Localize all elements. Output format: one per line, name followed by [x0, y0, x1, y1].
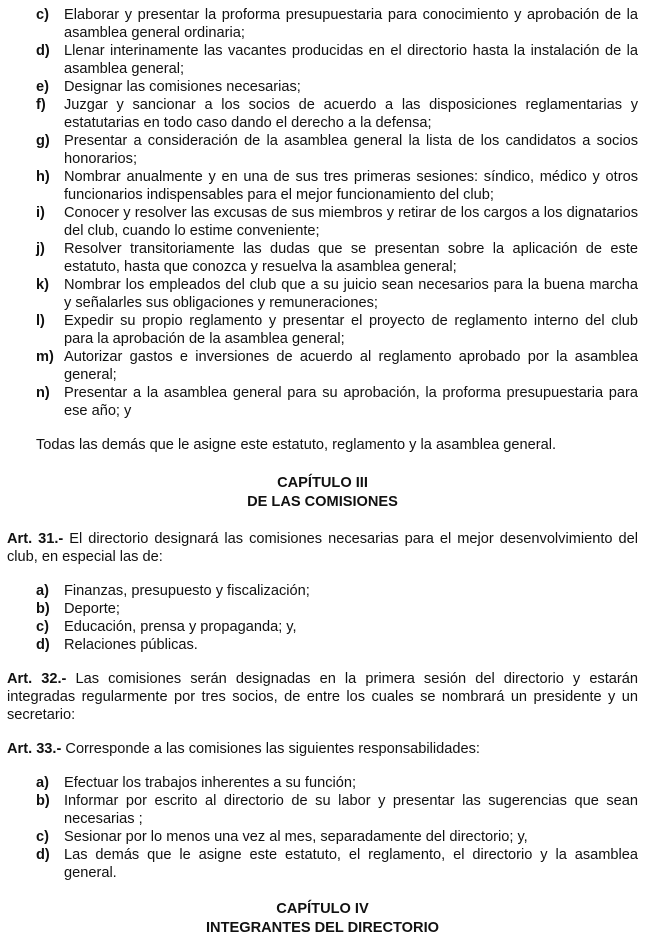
list-item — [36, 276, 638, 312]
list-item — [36, 846, 638, 882]
list-item — [36, 828, 638, 846]
item-text: Juzgar y sancionar a los socios de acuerdo a las disposiciones reglamentarias y estatutarias en todo caso dando el derecho a la defensa; — [64, 97, 638, 131]
list-item — [36, 96, 638, 132]
list-item — [36, 792, 638, 828]
item-text: Conocer y resolver las excusas de sus miembros y retirar de los cargos a los dignatarios del club, cuando lo estime conveniente; — [64, 205, 638, 239]
article-label: Art. 33.- — [7, 741, 62, 757]
item-text: Educación, prensa y propaganda; y, — [64, 619, 297, 635]
item-label: a) — [36, 583, 49, 599]
item-label: f) — [36, 97, 46, 113]
item-label: l) — [36, 313, 45, 329]
list-item — [36, 618, 638, 636]
article-33 — [7, 740, 638, 758]
item-text: Nombrar anualmente y en una de sus tres primeras sesiones: síndico, médico y otros funcionarios indispensables para el mejor funcionamiento del club; — [64, 169, 638, 203]
item-label: a) — [36, 775, 49, 791]
article-label: Art. 31.- — [7, 531, 64, 547]
chapter-number: CAPÍTULO III — [277, 475, 368, 491]
list-item — [36, 240, 638, 276]
chapter-heading — [7, 900, 638, 938]
article-text: Corresponde a las comisiones las siguientes responsabilidades: — [61, 741, 480, 757]
item-label: m) — [36, 349, 54, 365]
item-text: Resolver transitoriamente las dudas que se presentan sobre la aplicación de este estatuto, hasta que conozca y resuelva la asamblea general; — [64, 241, 638, 275]
list-item — [36, 168, 638, 204]
item-label: j) — [36, 241, 45, 257]
chapter-title: INTEGRANTES DEL DIRECTORIO — [206, 920, 439, 936]
list-item — [36, 348, 638, 384]
item-label: b) — [36, 793, 50, 809]
list-item — [36, 78, 638, 96]
article-32 — [7, 670, 638, 724]
item-text: Autorizar gastos e inversiones de acuerdo al reglamento aprobado por la asamblea general; — [64, 349, 638, 383]
item-text: Llenar interinamente las vacantes producidas en el directorio hasta la instalación de la asamblea general; — [64, 43, 638, 77]
list-item — [36, 204, 638, 240]
list-item — [36, 600, 638, 618]
list-item — [36, 774, 638, 792]
item-text: Presentar a la asamblea general para su aprobación, la proforma presupuestaria para ese año; y — [64, 385, 638, 419]
item-label: n) — [36, 385, 50, 401]
list-item — [36, 636, 638, 654]
commissions-list — [7, 582, 638, 654]
item-label: d) — [36, 847, 50, 863]
item-label: c) — [36, 619, 49, 635]
item-text: Relaciones públicas. — [64, 637, 198, 653]
item-text: Presentar a consideración de la asamblea general la lista de los candidatos a socios honorarios; — [64, 133, 638, 167]
closing-paragraph: Todas las demás que le asigne este estatuto, reglamento y la asamblea general. — [36, 437, 557, 453]
item-text: Designar las comisiones necesarias; — [64, 79, 301, 95]
list-item — [36, 132, 638, 168]
list-item — [36, 582, 638, 600]
item-label: b) — [36, 601, 50, 617]
item-text: Deporte; — [64, 601, 120, 617]
list-item — [36, 42, 638, 78]
item-text: Sesionar por lo menos una vez al mes, separadamente del directorio; y, — [64, 829, 528, 845]
item-text: Finanzas, presupuesto y fiscalización; — [64, 583, 310, 599]
article-label: Art. 32.- — [7, 671, 67, 687]
item-label: e) — [36, 79, 49, 95]
list-item — [36, 312, 638, 348]
chapter-heading — [7, 474, 638, 512]
item-text: Informar por escrito al directorio de su labor y presentar las sugerencias que sean necesarias ; — [64, 793, 638, 827]
item-label: i) — [36, 205, 45, 221]
item-label: h) — [36, 169, 50, 185]
item-text: Efectuar los trabajos inherentes a su función; — [64, 775, 357, 791]
item-text: Elaborar y presentar la proforma presupuestaria para conocimiento y aprobación de la asamblea general ordinaria; — [64, 7, 638, 41]
item-text: Expedir su propio reglamento y presentar el proyecto de reglamento interno del club para la aprobación de la asamblea general; — [64, 313, 638, 347]
list-item — [36, 6, 638, 42]
item-text: Nombrar los empleados del club que a su juicio sean necesarios para la buena marcha y señalarles sus obligaciones y remuneraciones; — [64, 277, 638, 311]
item-label: k) — [36, 277, 49, 293]
article-31 — [7, 530, 638, 566]
chapter-number: CAPÍTULO IV — [276, 901, 369, 917]
article-text: El directorio designará las comisiones necesarias para el mejor desenvolvimiento del club, en especial las de: — [7, 531, 638, 565]
directory-duties-list — [7, 6, 638, 420]
article-text: Las comisiones serán designadas en la primera sesión del directorio y estarán integradas regularmente por tres socios, de entre los cuales se nombrará un presidente y un secretario: — [7, 671, 638, 723]
chapter-title: DE LAS COMISIONES — [247, 494, 398, 510]
item-text: Las demás que le asigne este estatuto, el reglamento, el directorio y la asamblea general. — [64, 847, 638, 881]
item-label: d) — [36, 43, 50, 59]
item-label: d) — [36, 637, 50, 653]
item-label: c) — [36, 829, 49, 845]
item-label: g) — [36, 133, 50, 149]
responsibilities-list — [7, 774, 638, 882]
list-item — [36, 384, 638, 420]
item-label: c) — [36, 7, 49, 23]
